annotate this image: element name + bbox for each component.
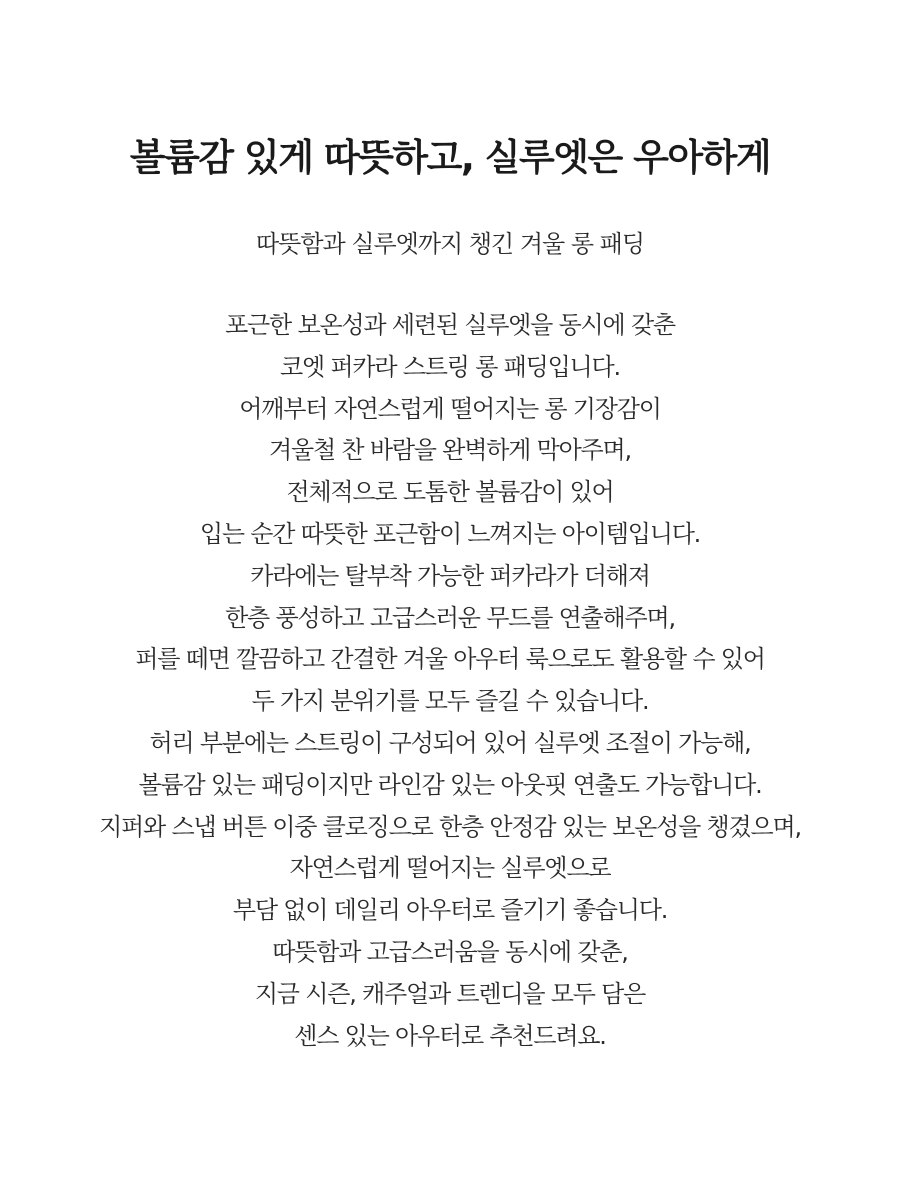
description-line: 따뜻함과 고급스러움을 동시에 갖춘, [272, 937, 628, 966]
description-line: 전체적으로 도톰한 볼륨감이 있어 [286, 478, 614, 507]
description-line: 센스 있는 아우터로 추천드려요. [294, 1021, 606, 1050]
description-line: 두 가지 분위기를 모두 즐길 수 있습니다. [251, 687, 649, 716]
description-line: 겨울철 찬 바람을 완벽하게 막아주며, [269, 436, 631, 465]
description-line: 어깨부터 자연스럽게 떨어지는 롱 기장감이 [239, 394, 661, 423]
description-line: 카라에는 탈부착 가능한 퍼카라가 더해져 [250, 561, 650, 590]
description-line: 퍼를 떼면 깔끔하고 간결한 겨울 아우터 룩으로도 활용할 수 있어 [135, 645, 765, 674]
description-body [0, 305, 900, 1057]
subtitle: 따뜻함과 실루엣까지 챙긴 겨울 롱 패딩 [255, 230, 645, 258]
description-line: 한층 풍성하고 고급스러운 무드를 연출해주며, [225, 603, 675, 632]
description-line: 자연스럽게 떨어지는 실루엣으로 [289, 854, 611, 883]
headline: 볼륨감 있게 따뜻하고, 실루엣은 우아하게 [129, 136, 771, 179]
description-line: 지퍼와 스냅 버튼 이중 클로징으로 한층 안정감 있는 보온성을 챙겼으며, [99, 812, 801, 841]
description-line: 입는 순간 따뜻한 포근함이 느껴지는 아이템입니다. [199, 519, 701, 548]
description-line: 허리 부분에는 스트링이 구성되어 있어 실루엣 조절이 가능해, [149, 728, 751, 757]
description-line: 포근한 보온성과 세련된 실루엣을 동시에 갖춘 [225, 311, 675, 339]
description-line: 부담 없이 데일리 아우터로 즐기기 좋습니다. [232, 896, 668, 925]
description-line: 볼륨감 있는 패딩이지만 라인감 있는 아웃핏 연출도 가능합니다. [138, 770, 762, 799]
description-line: 지금 시즌, 캐주얼과 트렌디을 모두 담은 [254, 979, 646, 1008]
description-line: 코엣 퍼카라 스트링 롱 패딩입니다. [280, 352, 620, 381]
